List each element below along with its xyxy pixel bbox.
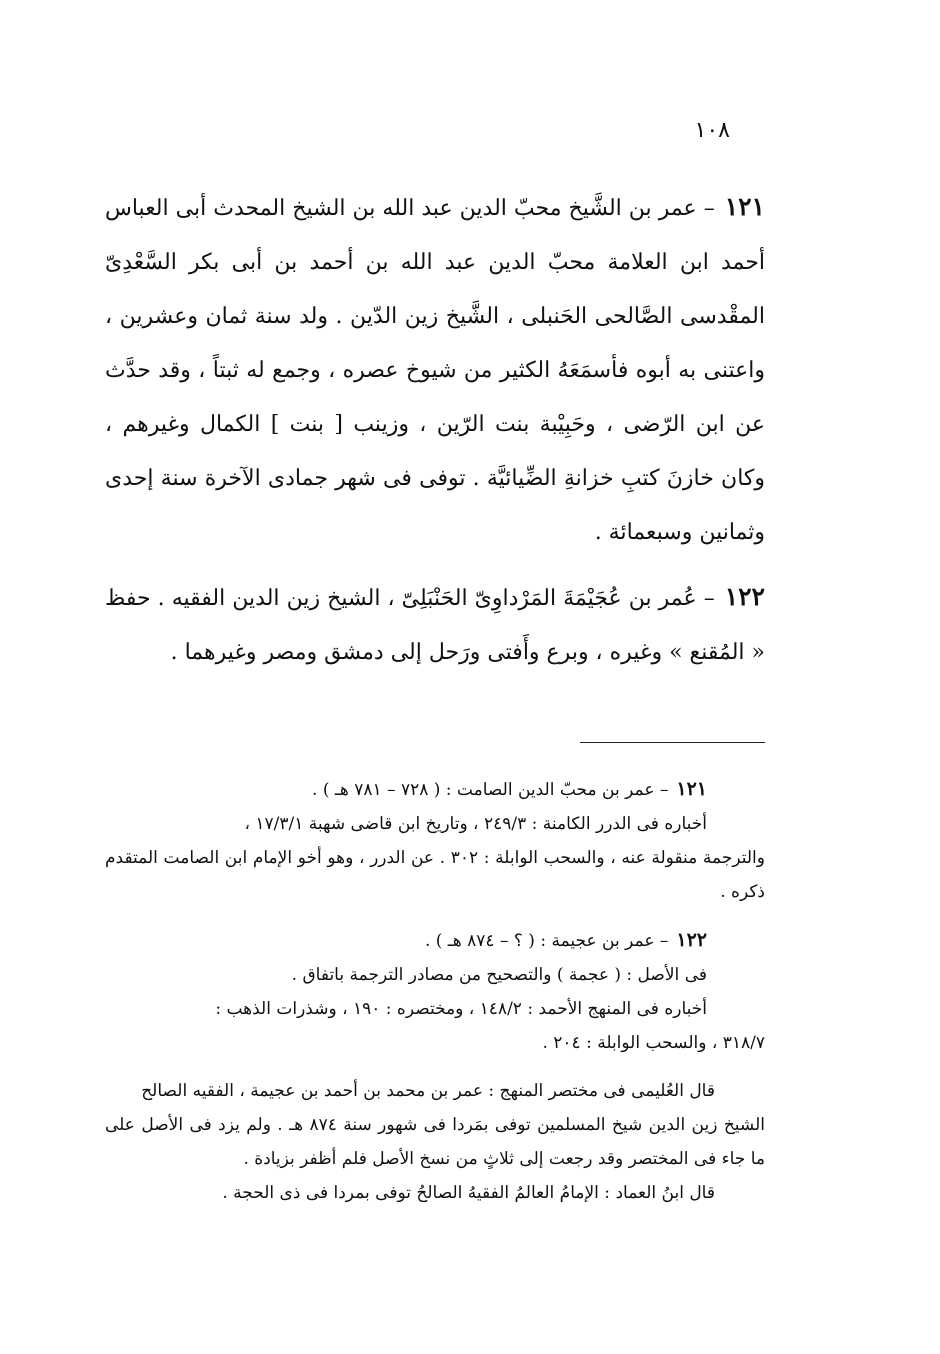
footnote-line: أخباره فى الدرر الكامنة : ٢٤٩/٣ ، وتاريخ ابن قاضى شهبة ١٧/٣/١ ، <box>244 814 707 834</box>
entry-122 <box>105 570 765 680</box>
main-text <box>105 180 765 690</box>
footnote-head <box>105 923 765 958</box>
footnote-line: فى الأصل : ( عجمة ) والتصحيح من مصادر الترجمة باتفاق . <box>291 965 707 985</box>
footnotes <box>105 772 765 1210</box>
footnote-head <box>105 772 765 807</box>
footnote-title: – عمر بن عجيمة : ( ؟ – ٨٧٤ هـ ) . <box>424 931 669 951</box>
footnote-122 <box>105 923 765 1060</box>
footnote-121 <box>105 772 765 909</box>
note-continuation: الشيخ زين الدين شيخ المسلمين توفى بمَردا فى شهور سنة ٨٧٤ هـ . ولم يزد فى الأصل على ما جاء فى المختصر وقد رجعت إلى ثلاثٍ من نسخ الأصل فلم أظفر بزيادة . <box>105 1115 765 1169</box>
entry-121 <box>105 180 765 560</box>
footnote-notes <box>105 1074 765 1210</box>
entry-text: – عُمر بن عُجَيْمَةَ المَرْداوِىّ الحَنْبَلِىّ ، الشيخ زين الدين الفقيه . حفظ « المُقنع » وغيره ، وبرع وأَفتى ورَحل إلى دمشق ومصر وغيرهما . <box>105 586 765 665</box>
note-first-line: قال ابنُ العماد : الإمامُ العالمُ الفقيهُ الصالحُ توفى بمردا فى ذى الحجة . <box>222 1183 715 1203</box>
footnote-title: – عمر بن محبّ الدين الصامت : ( ٧٢٨ – ٧٨١ هـ ) . <box>312 780 669 800</box>
footnote-number: ١٢٢ <box>676 929 707 951</box>
entry-text: – عمر بن الشَّيخ محبّ الدين عبد الله بن الشيخ المحدث أبى العباس أحمد ابن العلامة محبّ الدين عبد الله بن أحمد بن أبى بكر السَّعْدِىّ المقْدسى الصَّالحى الحَنبلى ، الشَّيخ زين الدّين . ولد سنة ثمان وعشرين ، واعتنى به أبوه فأسمَعَهُ الكثير من شيوخ عصره ، وجمع له ثبتاً ، وقد حدَّث عن ابن الرّضى ، وحَبِيْبة بنت الرّين ، وزينب [ بنت ] الكمال وغيرهم ، وكان خازنَ كتبِ خزانةِ الضِّيائيَّة . توفى فى شهر جمادى الآخرة سنة إحدى وثمانين وسبعمائة . <box>105 196 765 545</box>
footnote-continuation: والترجمة منقولة عنه ، والسحب الوابلة : ٣٠٢ . عن الدرر ، وهو أخو الإمام ابن الصامت المتقدم ذكره . <box>105 848 765 902</box>
entry-number: ١٢٢ <box>724 582 765 611</box>
footnote-continuation: ٣١٨/٧ ، والسحب الوابلة : ٢٠٤ . <box>542 1033 765 1053</box>
footnote-number: ١٢١ <box>676 778 707 800</box>
footnote-line: أخباره فى المنهج الأحمد : ١٤٨/٢ ، ومختصره : ١٩٠ ، وشذرات الذهب : <box>215 999 707 1019</box>
entry-number: ١٢١ <box>724 192 765 221</box>
page-number: ١٠٨ <box>694 118 730 143</box>
footnote-separator <box>580 742 765 743</box>
note-first-line: قال العُليمى فى مختصر المنهج : عمر بن محمد بن أحمد بن عجيمة ، الفقيه الصالح <box>141 1081 715 1101</box>
